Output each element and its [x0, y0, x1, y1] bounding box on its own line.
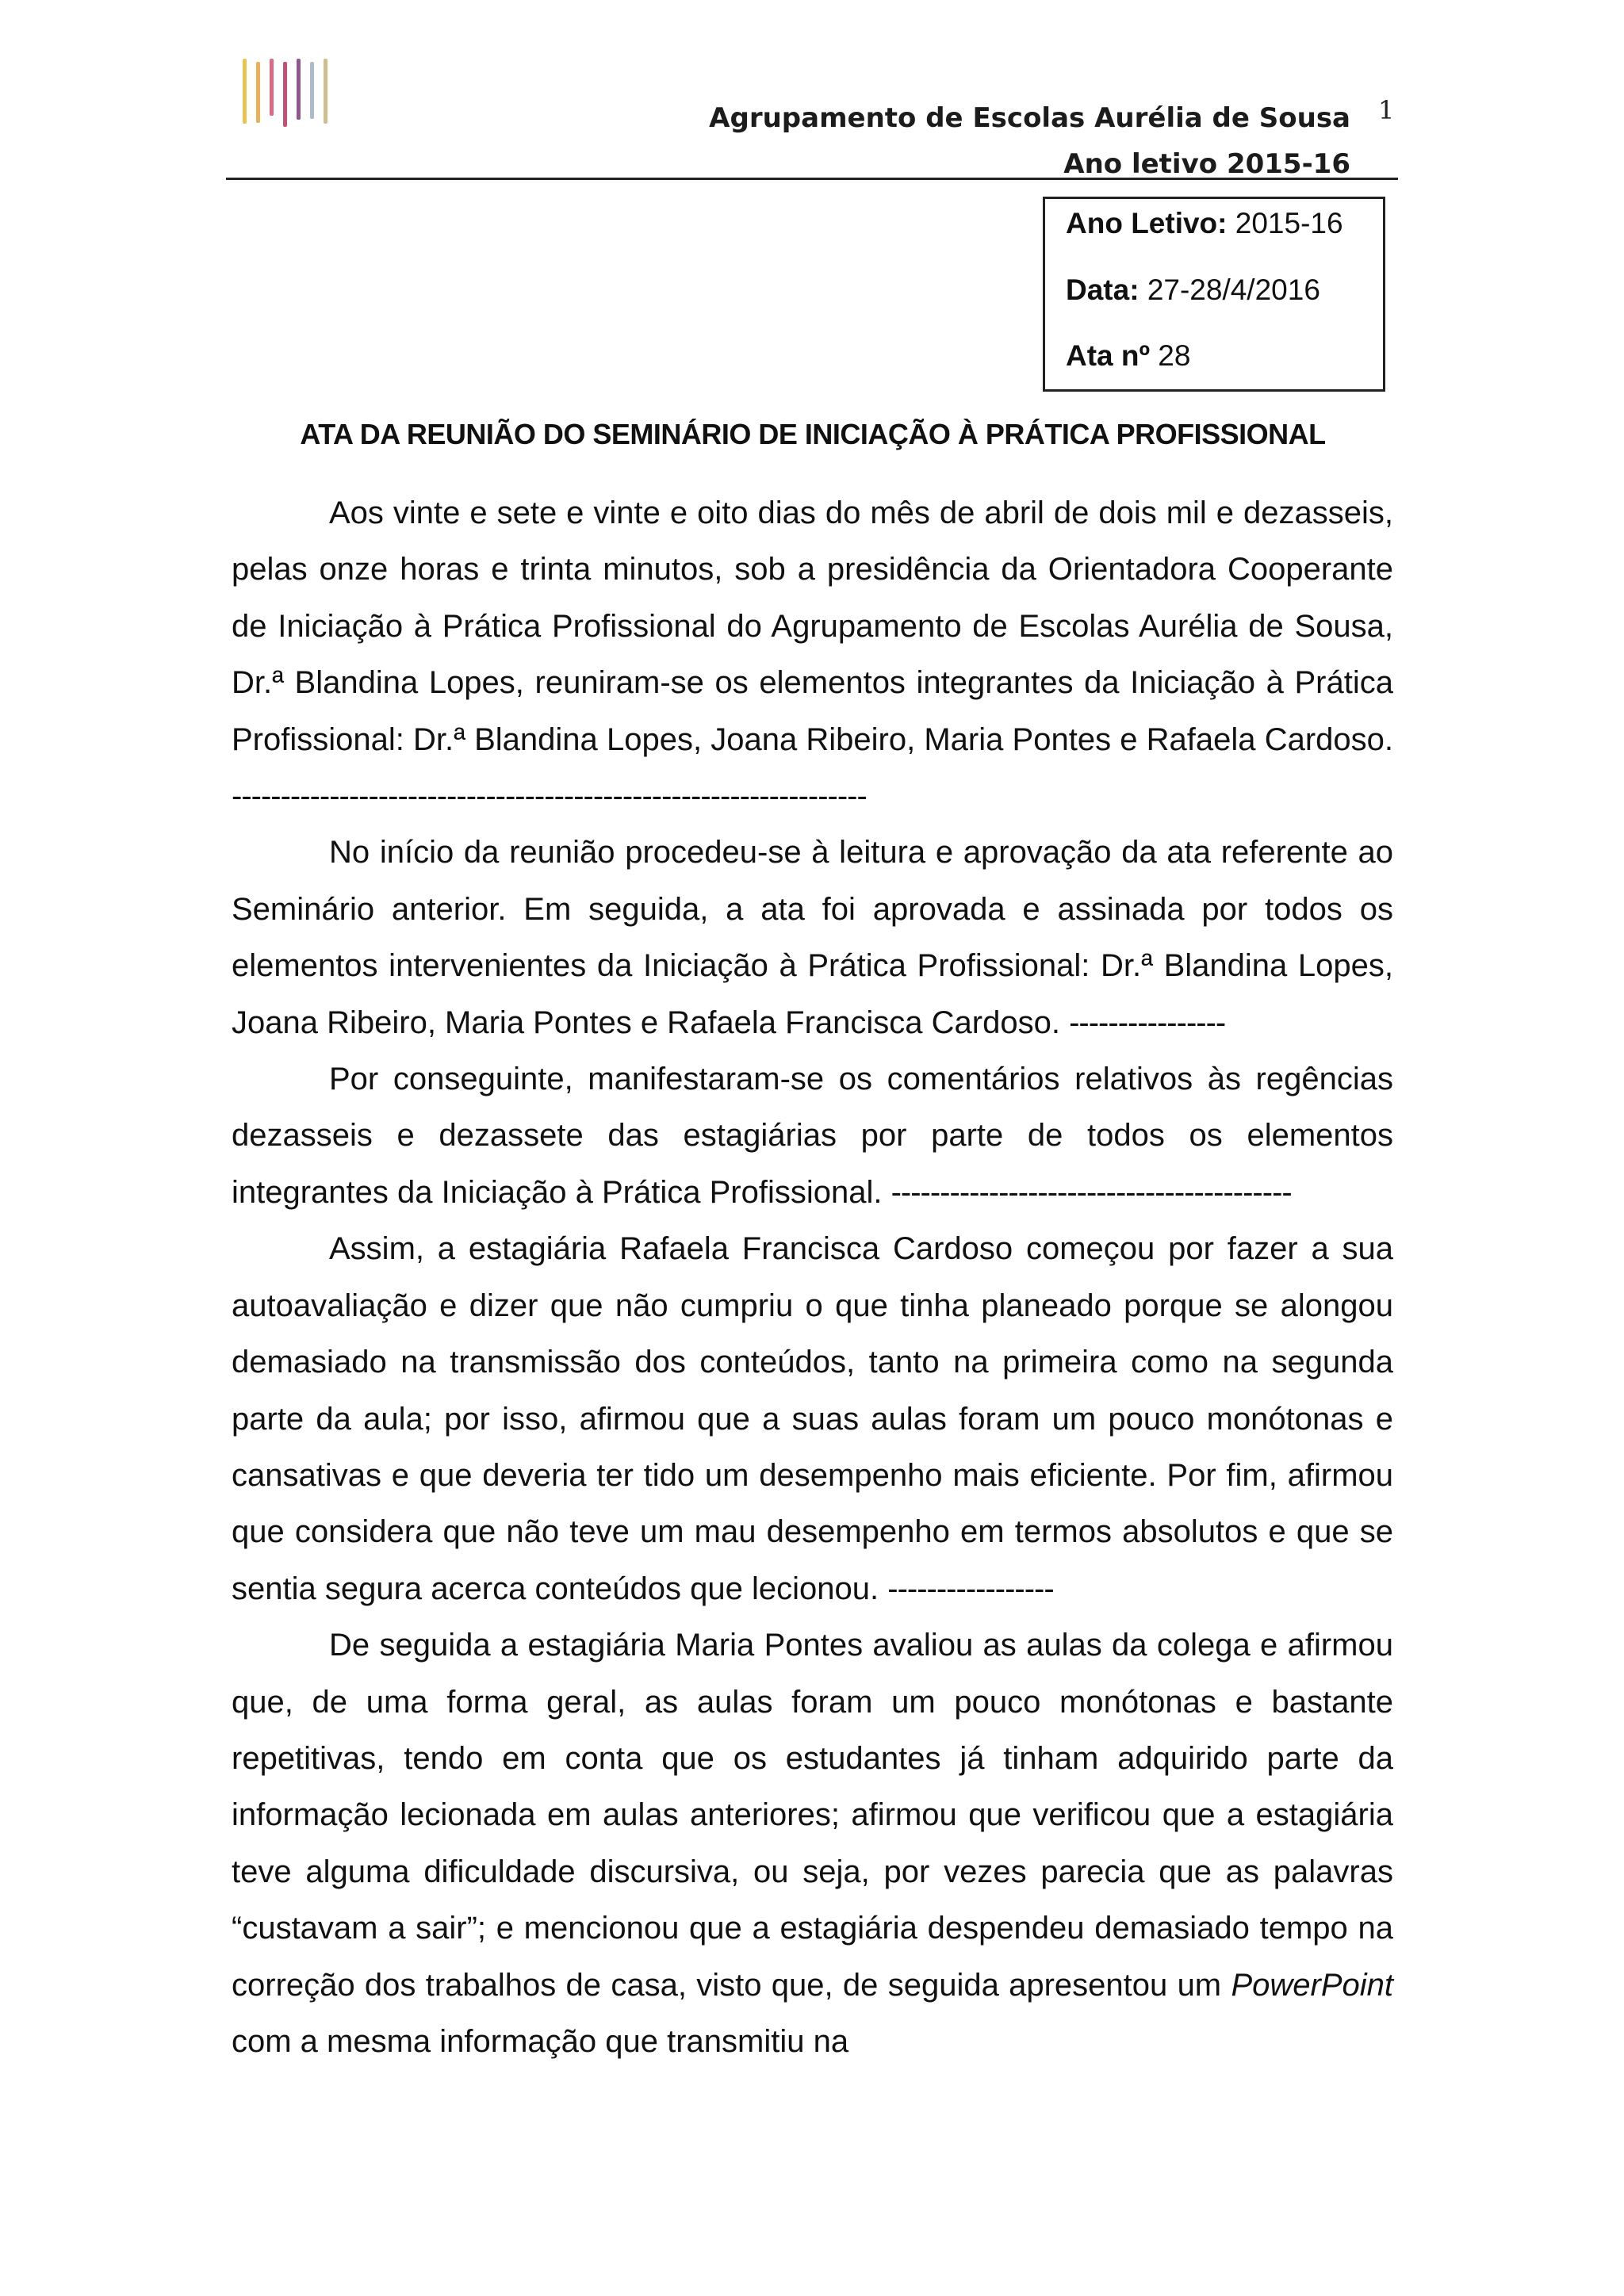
paragraph: No início da reunião procedeu-se à leitura e aprovação da ata referente ao Seminário anterior. Em seguida, a ata foi aprovada e assinada por todos os elementos intervenientes da Iniciação à Prática Profissional: Dr.ª Blandina Lopes, Joana Ribeiro, Maria Pontes e Rafaela Francisca Cardoso. ---------------- [232, 835, 1393, 1040]
paragraph: Aos vinte e sete e vinte e oito dias do mês de abril de dois mil e dezasseis, pelas onze horas e trinta minutos, sob a presidência da Orientadora Cooperante de Iniciação à Prática Profissional do Agrupamento de Escolas Aurélia de Sousa, Dr.ª Blandina Lopes, reuniram-se os elementos integrantes da Iniciação à Prática Profissional: Dr.ª Blandina Lopes, Joana Ribeiro, Maria Pontes e Rafaela Cardoso. ----------------------------------------------------------------- [232, 496, 1393, 814]
document-title: ATA DA REUNIÃO DO SEMINÁRIO DE INICIAÇÃO À PRÁTICA PROFISSIONAL [300, 418, 1326, 450]
logo-bar [324, 59, 327, 124]
minutes-number-value: 28 [1158, 339, 1191, 372]
logo-bar [310, 62, 314, 119]
date-label: Data: [1066, 274, 1139, 306]
school-year: Ano letivo 2015-16 [1063, 148, 1350, 180]
dash-filler: ---------------- [1069, 1004, 1226, 1040]
dash-filler: ----------------------------------------------------------------- [232, 779, 867, 814]
minutes-number-label: Ata nº [1066, 339, 1151, 372]
page-number: 1 [1378, 95, 1395, 125]
school-year-label: Ano Letivo: [1066, 207, 1228, 239]
organization-name: Agrupamento de Escolas Aurélia de Sousa [709, 102, 1350, 134]
meeting-info-box [1043, 197, 1385, 392]
page-header [709, 95, 1350, 187]
paragraph: De seguida a estagiária Maria Pontes avaliou as aulas da colega e afirmou que, de uma forma geral, as aulas foram um pouco monótonas e bastante repetitivas, tendo em conta que os estudantes já tinham adquirido parte da informação lecionada em aulas anteriores; afirmou que verificou que a estagiária teve alguma dificuldade discursiva, ou seja, por vezes parecia que as palavras “custavam a sair”; e mencionou que a estagiária despendeu demasiado tempo na correção dos trabalhos de casa, visto que, de seguida apresentou um PowerPoint com a mesma informação que transmitiu na [232, 1628, 1393, 2059]
paragraph: Por conseguinte, manifestaram-se os comentários relativos às regências dezasseis e dezassete das estagiárias por parte de todos os elementos integrantes da Iniciação à Prática Profissional. ----------------------------------------- [232, 1062, 1393, 1210]
paragraph: Assim, a estagiária Rafaela Francisca Cardoso começou por fazer a sua autoavaliação e dizer que não cumpriu o que tinha planeado porque se alongou demasiado na transmissão dos conteúdos, tanto na primeira como na segunda parte da aula; por isso, afirmou que a suas aulas foram um pouco monótonas e cansativas e que deveria ter tido um desempenho mais eficiente. Por fim, afirmou que considera que não teve um mau desempenho em termos absolutos e que se sentia segura acerca conteúdos que lecionou. ----------------- [232, 1231, 1393, 1606]
date-value: 27-28/4/2016 [1147, 274, 1320, 306]
logo-bar [270, 59, 274, 116]
italic-term: PowerPoint [1231, 1967, 1393, 2003]
logo-bar [283, 62, 287, 127]
date-row [1066, 274, 1320, 307]
logo-bar [256, 62, 260, 123]
header-divider [226, 178, 1398, 180]
school-year-value: 2015-16 [1235, 207, 1343, 239]
school-year-row [1066, 207, 1343, 240]
dash-filler: ----------------- [887, 1571, 1054, 1606]
dash-filler: ----------------------------------------- [891, 1174, 1292, 1210]
logo-bar [297, 59, 301, 120]
school-logo [238, 55, 357, 131]
document-body [232, 485, 1393, 2070]
minutes-number-row [1066, 339, 1190, 373]
logo-bar [243, 59, 247, 124]
